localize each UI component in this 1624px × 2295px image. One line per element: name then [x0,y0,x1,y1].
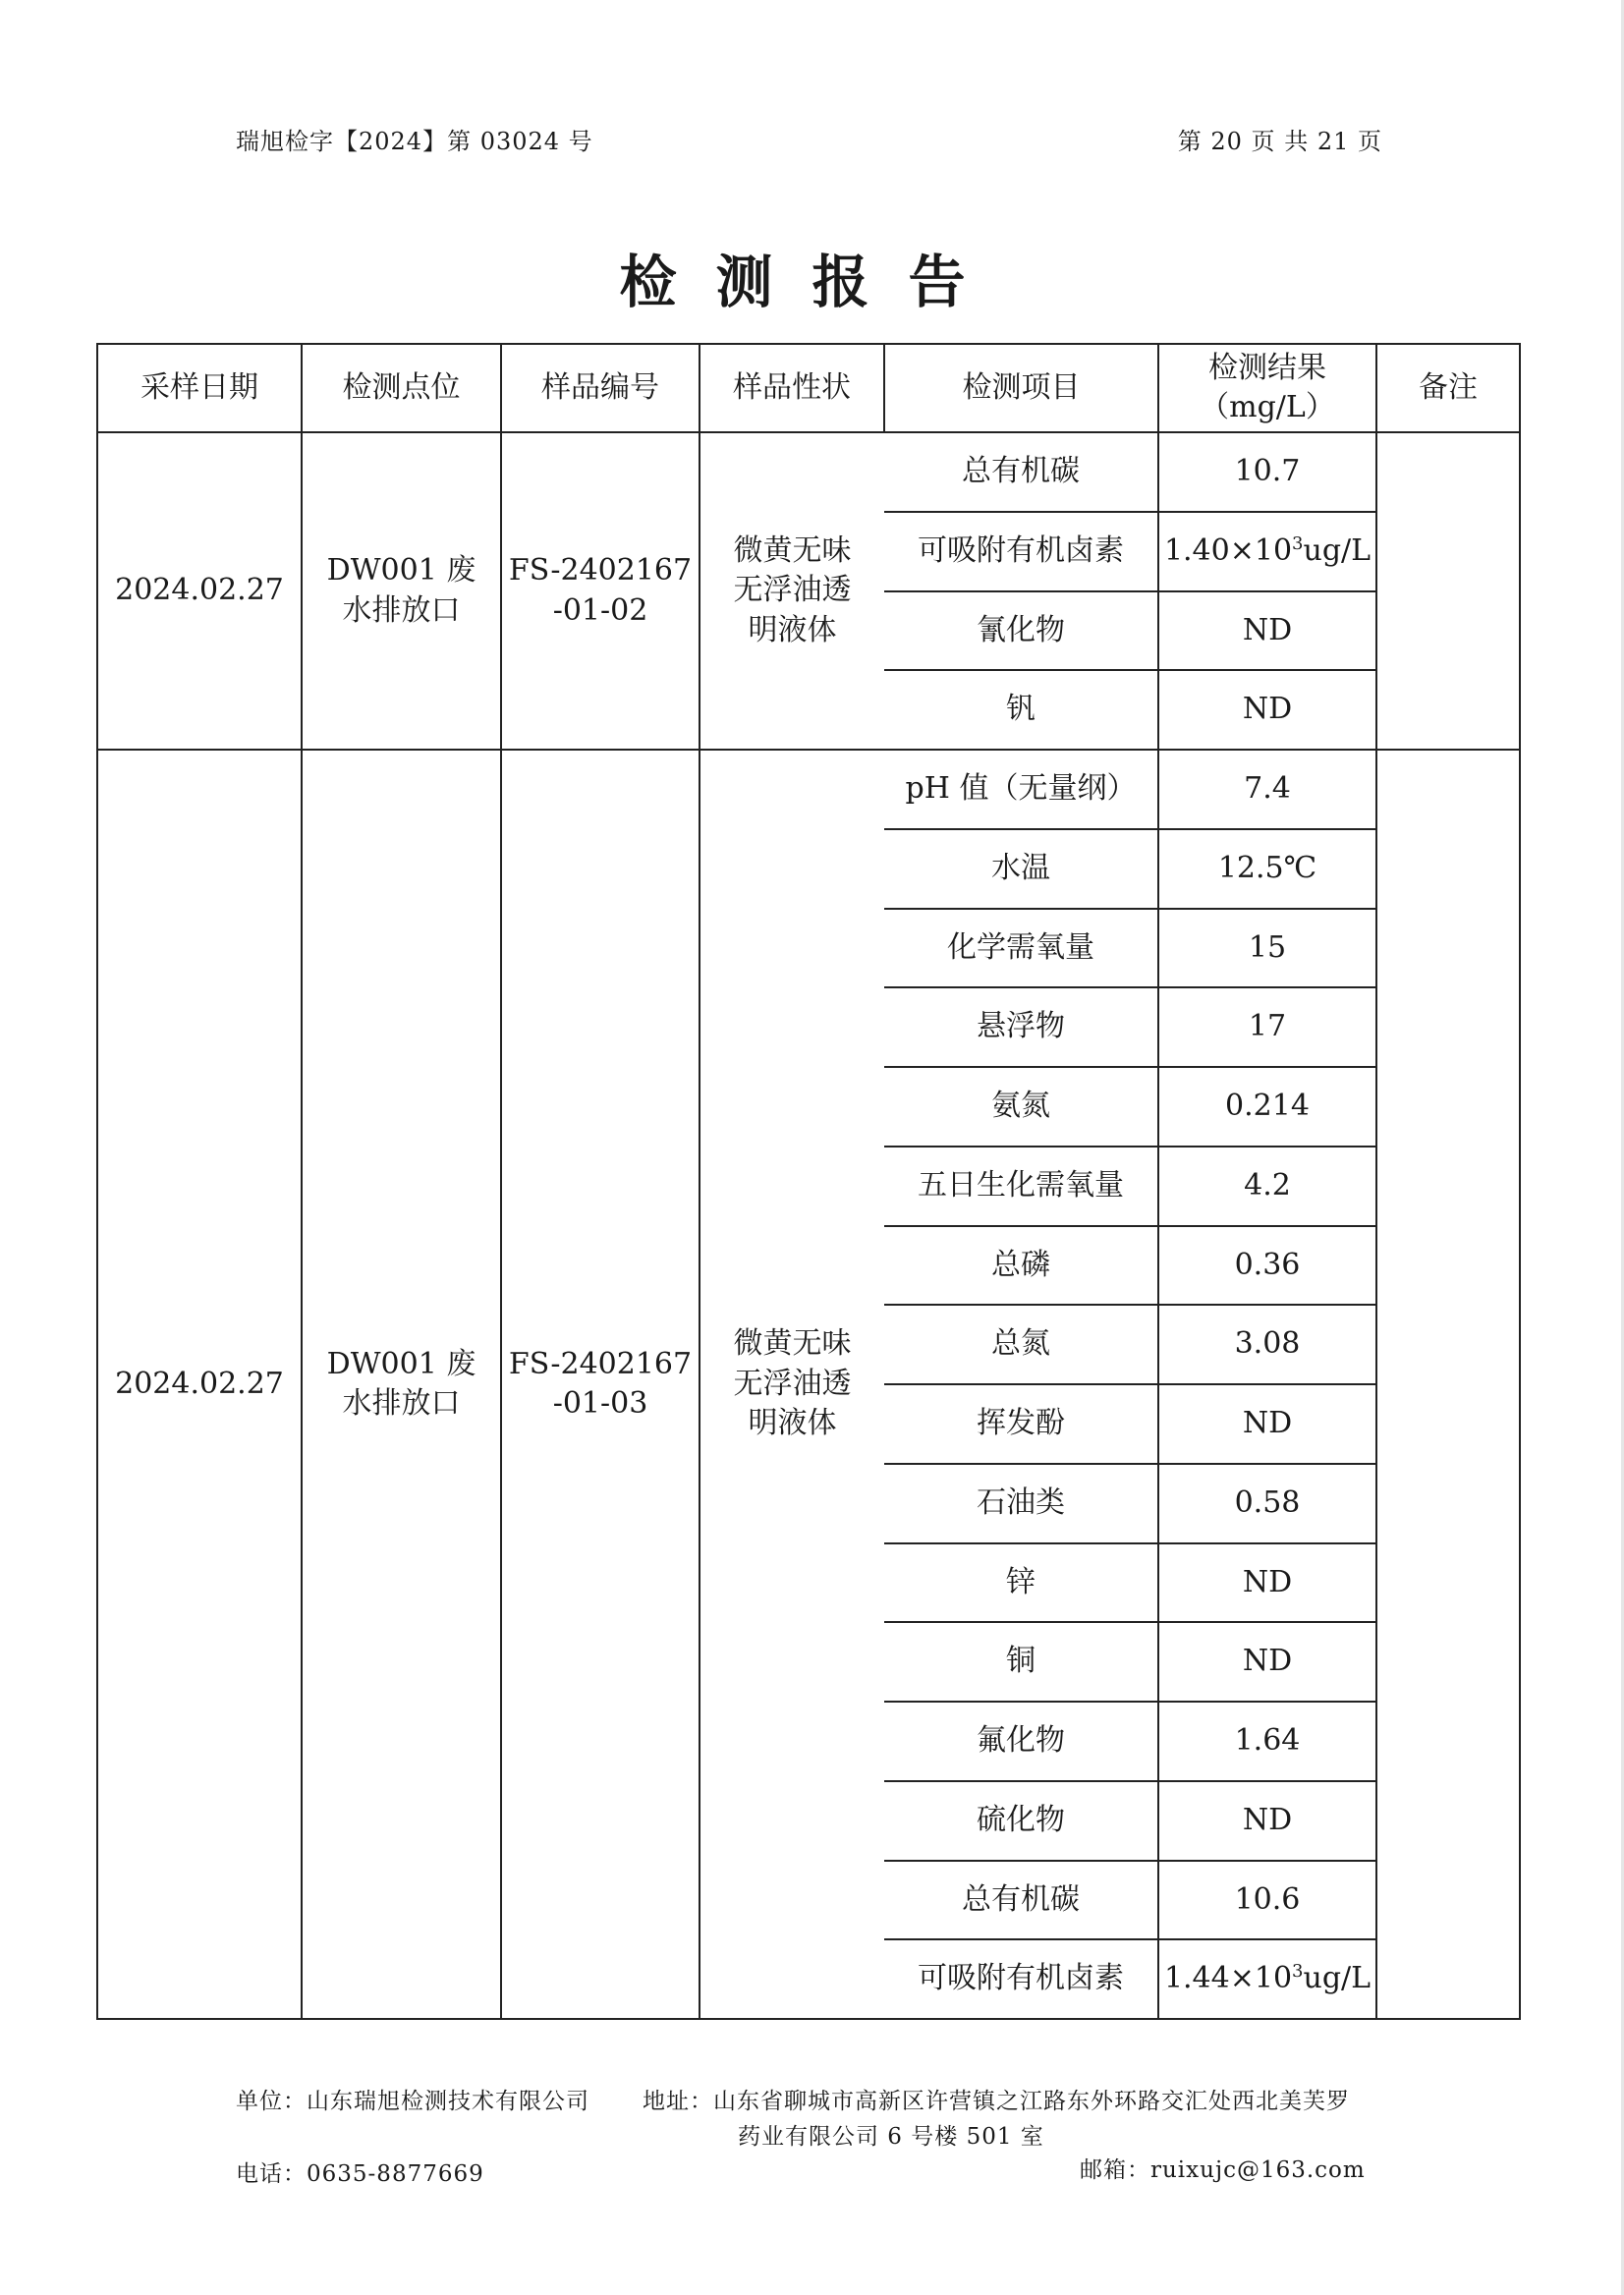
test-item: 铜 [884,1622,1158,1702]
test-result: 4.2 [1158,1147,1376,1226]
test-result: 0.214 [1158,1067,1376,1147]
header-sampling-date: 采样日期 [97,344,302,432]
location-line: 水排放口 [342,1386,461,1421]
test-result: 15 [1158,909,1376,988]
result-unit: ug/L [1303,1961,1372,1996]
header-sample-description: 样品性状 [700,344,884,432]
test-result: ND [1158,1622,1376,1702]
sample-number-line: FS-2402167 [508,553,693,588]
footer-company: 单位：山东瑞旭检测技术有限公司 [236,2089,589,2114]
test-item: 挥发酚 [884,1384,1158,1464]
report-title: 检测报告 [619,249,1005,315]
test-result: 17 [1158,987,1376,1067]
test-item: 硫化物 [884,1781,1158,1861]
remark-cell [1376,750,1520,2019]
description-line: 明液体 [748,612,837,647]
report-number: 瑞旭检字【2024】第 03024 号 [236,128,593,155]
test-item: 水温 [884,829,1158,909]
description-line: 无浮油透 [733,1366,852,1401]
test-result: 10.7 [1158,432,1376,512]
test-item: 氰化物 [884,591,1158,671]
header-test-item: 检测项目 [884,344,1158,432]
footer-address-line1: 地址：山东省聊城市高新区许营镇之江路东外环路交汇处西北美芙罗 [643,2089,1350,2114]
description-line: 微黄无味 [733,1326,852,1362]
test-result: 12.5℃ [1158,829,1376,909]
test-result: ND [1158,670,1376,750]
test-result: 0.58 [1158,1464,1376,1543]
header-result-label: 检测结果 [1208,350,1326,385]
test-result: ND [1158,1781,1376,1861]
page-info: 第 20 页 共 21 页 [1177,128,1382,155]
results-table [96,343,1521,2020]
header-remark: 备注 [1376,344,1520,432]
result-unit: ug/L [1303,532,1372,568]
table-header-row [97,344,1520,432]
test-item: 五日生化需氧量 [884,1147,1158,1226]
test-item: 锌 [884,1543,1158,1623]
test-item: 钒 [884,670,1158,750]
header-result [1158,344,1376,432]
test-item: pH 值（无量纲） [884,750,1158,829]
sample-description [700,432,884,750]
test-item: 石油类 [884,1464,1158,1543]
test-result [1158,512,1376,591]
test-item: 总有机碳 [884,432,1158,512]
location-line: DW001 废 [326,1346,476,1381]
description-line: 微黄无味 [733,532,852,568]
footer-email: 邮箱：ruixujc@163.com [1080,2157,1366,2183]
result-mantissa: 1.40×10 [1163,532,1293,568]
test-item: 氨氮 [884,1067,1158,1147]
test-item: 总磷 [884,1226,1158,1306]
test-item: 总氮 [884,1305,1158,1384]
result-mantissa: 1.44×10 [1163,1961,1293,1996]
sampling-date: 2024.02.27 [97,432,302,750]
test-result [1158,1939,1376,2019]
sample-description [700,750,884,2019]
test-result: ND [1158,591,1376,671]
test-result: 10.6 [1158,1861,1376,1940]
location-line: 水排放口 [342,592,461,628]
test-item: 可吸附有机卤素 [884,512,1158,591]
sample-number [501,432,700,750]
header-result-unit: （mg/L） [1200,390,1335,424]
test-item: 氟化物 [884,1702,1158,1781]
sampling-location [302,750,501,2019]
test-item: 总有机碳 [884,1861,1158,1940]
sample-number [501,750,700,2019]
test-item: 可吸附有机卤素 [884,1939,1158,2019]
test-item: 悬浮物 [884,987,1158,1067]
test-result: 0.36 [1158,1226,1376,1306]
sample-number-line: -01-03 [552,1386,648,1421]
test-result: ND [1158,1384,1376,1464]
sampling-date: 2024.02.27 [97,750,302,2019]
location-line: DW001 废 [326,553,476,588]
test-item: 化学需氧量 [884,909,1158,988]
result-exponent: 3 [1292,1961,1304,1983]
test-result: 7.4 [1158,750,1376,829]
sample-number-line: -01-02 [552,592,648,628]
test-result: ND [1158,1543,1376,1623]
table-row [97,750,1520,829]
result-exponent: 3 [1292,532,1304,554]
test-result: 1.64 [1158,1702,1376,1781]
table-row [97,432,1520,512]
test-result: 3.08 [1158,1305,1376,1384]
footer-address-line2: 药业有限公司 6 号楼 501 室 [738,2124,1044,2150]
description-line: 明液体 [748,1406,837,1441]
remark-cell [1376,432,1520,750]
header-sample-number: 样品编号 [501,344,700,432]
description-line: 无浮油透 [733,573,852,608]
header-location: 检测点位 [302,344,501,432]
sample-number-line: FS-2402167 [508,1346,693,1381]
footer-phone: 电话：0635-8877669 [236,2161,484,2187]
sampling-location [302,432,501,750]
